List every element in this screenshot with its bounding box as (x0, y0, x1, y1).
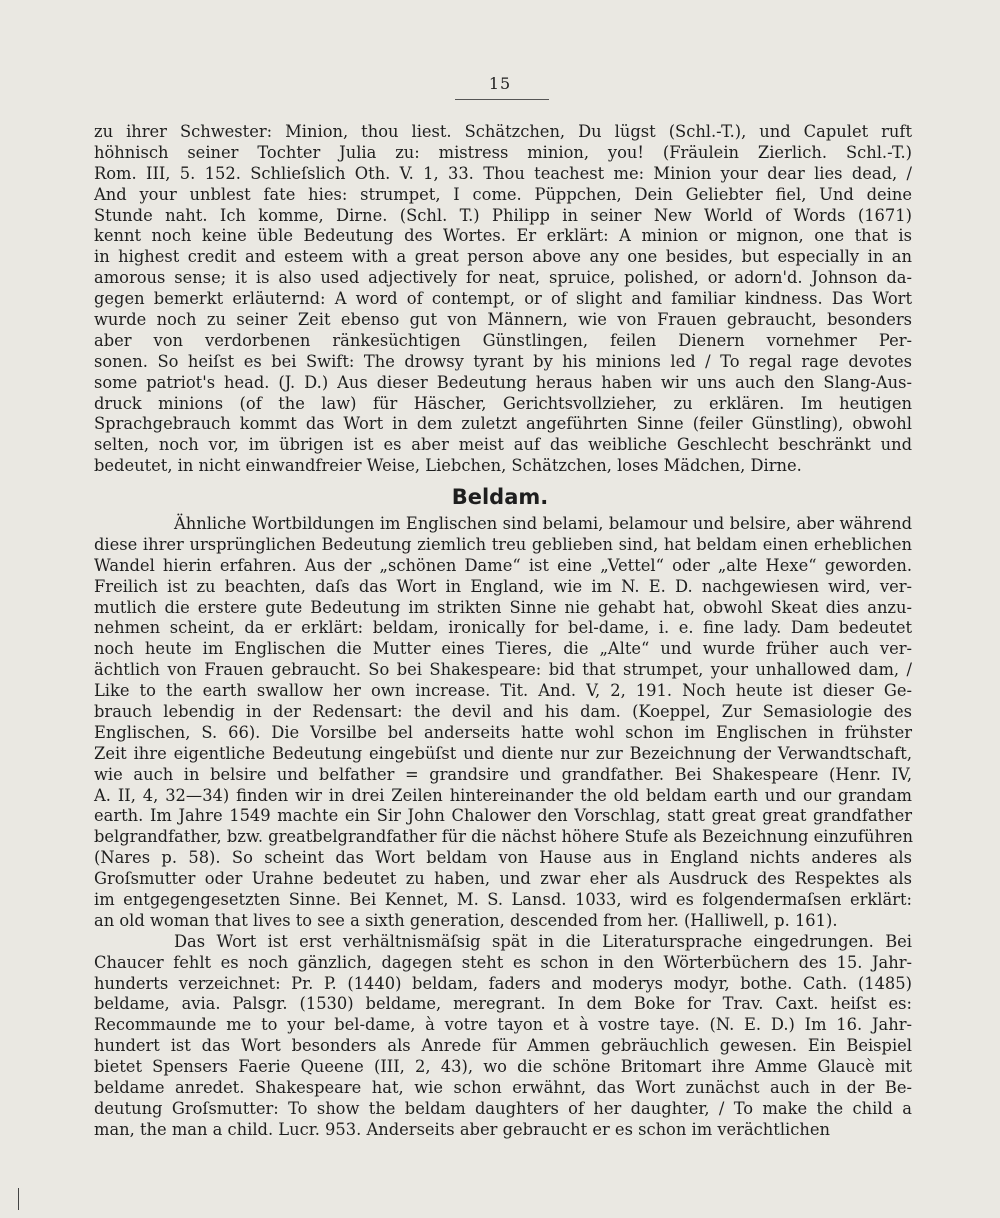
text-line: earth. Im Jahre 1549 machte ein Sir John Chalower den Vorschlag, statt great great grandfather (94, 806, 912, 826)
text-line: amorous sense; it is also used adjectively for neat, spruice, polished, or adorn'd. Johnson da- (94, 268, 912, 288)
text-line: brauch lebendig in der Redensart: the devil and his dam. (Koeppel, Zur Semasiologie des (94, 702, 912, 722)
text-line: Recommaunde me to your bel-dame, à votre tayon et à vostre taye. (N. E. D.) Im 16. Jahr- (94, 1015, 912, 1035)
text-line: noch heute im Englischen die Mutter eines Tieres, die „Alte“ und wurde früher auch ver- (94, 639, 912, 659)
text-line: bietet Spensers Faerie Queene (III, 2, 43), wo die schöne Britomart ihre Amme Glaucè mit (94, 1057, 912, 1077)
text-line: nehmen scheint, da er erklärt: beldam, ironically for bel-dame, i. e. fine lady. Dam bedeutet (94, 618, 912, 638)
margin-mark (18, 1188, 19, 1210)
text-line: kennt noch keine üble Bedeutung des Wortes. Er erklärt: A minion or mignon, one that is (94, 226, 912, 246)
text-line: Like to the earth swallow her own increase. Tit. And. V, 2, 191. Noch heute ist dieser Ge- (94, 681, 912, 701)
text-line: Stunde naht. Ich komme, Dirne. (Schl. T.) Philipp in seiner New World of Words (1671) (94, 205, 912, 225)
text-line: Englischen, S. 66). Die Vorsilbe bel anderseits hatte wohl schon im Englischen in frühster (94, 722, 912, 742)
text-line: man, the man a child. Lucr. 953. Anderseits aber gebraucht er es schon im verächtlichen (94, 1119, 830, 1139)
text-line: wurde noch zu seiner Zeit ebenso gut von Männern, wie von Frauen gebraucht, besonders (94, 310, 912, 330)
page-number: 15 (488, 74, 512, 93)
text-line: And your unblest fate hies: strumpet, I come. Püppchen, Dein Geliebter fiel, Und deine (94, 184, 912, 204)
text-line: im entgegengesetzten Sinne. Bei Kennet, M. S. Lansd. 1033, wird es folgendermaſsen erklärt: (94, 890, 912, 910)
text-line: Freilich ist zu beachten, daſs das Wort in England, wie im N. E. D. nachgewiesen wird, ver- (94, 576, 912, 596)
text-line: ächtlich von Frauen gebraucht. So bei Shakespeare: bid that strumpet, your unhallowed dam, / (94, 660, 912, 680)
text-line: aber von verdorbenen ränkesüchtigen Günstlingen, feilen Dienern vornehmer Per- (94, 330, 912, 350)
section-heading: Beldam. (451, 485, 549, 509)
text-section-beldam (94, 514, 912, 1141)
text-line: druck minions (of the law) für Häscher, Gerichtsvollzieher, zu erklären. Im heutigen (94, 393, 912, 413)
text-line: bedeutet, in nicht einwandfreier Weise, Liebchen, Schätzchen, loses Mädchen, Dirne. (94, 456, 802, 476)
text-line: wie auch in belsire und belfather = grandsire und grandfather. Bei Shakespeare (Henr. IV, (94, 764, 912, 784)
text-line: Zeit ihre eigentliche Bedeutung eingebüſst und diente nur zur Bezeichnung der Verwandtschaft, (94, 743, 912, 763)
text-line: sonen. So heiſst es bei Swift: The drowsy tyrant by his minions led / To regal rage devotes (94, 351, 912, 371)
header-rule (455, 99, 549, 100)
text-line: belgrandfather, bzw. greatbelgrandfather für die nächst höhere Stufe als Bezeichnung einzuführen (94, 827, 913, 847)
text-line: beldame, avia. Palsgr. (1530) beldame, meregrant. In dem Boke for Trav. Caxt. heiſst es: (94, 994, 912, 1014)
text-line: hunderts verzeichnet: Pr. P. (1440) beldam, faders and moderys modyr, bothe. Cath. (1485) (94, 973, 912, 993)
text-line: some patriot's head. (J. D.) Aus dieser Bedeutung heraus haben wir uns auch den Slang-Aus- (94, 372, 912, 392)
text-line: Das Wort ist erst verhältnismäſsig spät in die Literatursprache eingedrungen. Bei (174, 931, 912, 951)
text-line: gegen bemerkt erläuternd: A word of contempt, or of slight and familiar kindness. Das Wort (94, 289, 912, 309)
text-line: in highest credit and esteem with a great person above any one besides, but especially in an (94, 247, 912, 267)
text-line: mutlich die erstere gute Bedeutung im strikten Sinne nie gehabt hat, obwohl Skeat dies anzu- (94, 597, 912, 617)
text-line: selten, noch vor, im übrigen ist es aber meist auf das weibliche Geschlecht beschränkt und (94, 435, 912, 455)
text-line: deutung Groſsmutter: To show the beldam daughters of her daughter, / To make the child a (94, 1098, 912, 1118)
text-line: zu ihrer Schwester: Minion, thou liest. Schätzchen, Du lügst (Schl.-T.), und Capulet ruft (94, 122, 912, 141)
text-line: A. II, 4, 32—34) finden wir in drei Zeilen hintereinander the old beldam earth und our grandam (94, 785, 912, 805)
text-section-minion (94, 122, 912, 477)
text-line: an old woman that lives to see a sixth generation, descended from her. (Halliwell, p. 161). (94, 910, 838, 930)
text-line: höhnisch seiner Tochter Julia zu: mistress minion, you! (Fräulein Zierlich. Schl.-T.) (94, 142, 912, 162)
text-line: Groſsmutter oder Urahne bedeutet zu haben, und zwar eher als Ausdruck des Respektes als (94, 869, 912, 889)
text-line: hundert ist das Wort besonders als Anrede für Ammen gebräuchlich gewesen. Ein Beispiel (94, 1036, 912, 1056)
text-line: Chaucer fehlt es noch gänzlich, dagegen steht es schon in den Wörterbüchern des 15. Jahr- (94, 952, 912, 972)
text-line: Ähnliche Wortbildungen im Englischen sind belami, belamour und belsire, aber während (174, 514, 912, 533)
text-line: diese ihrer ursprünglichen Bedeutung ziemlich treu geblieben sind, hat beldam einen erheblichen (94, 534, 912, 554)
text-line: Wandel hierin erfahren. Aus der „schönen Dame“ ist eine „Vettel“ oder „alte Hexe“ geworden. (94, 555, 912, 575)
text-line: beldame anredet. Shakespeare hat, wie schon erwähnt, das Wort zunächst auch in der Be- (94, 1078, 912, 1098)
text-line: (Nares p. 58). So scheint das Wort beldam von Hause aus in England nichts anderes als (94, 848, 912, 868)
text-line: Sprachgebrauch kommt das Wort in dem zuletzt angeführten Sinne (feiler Günstling), obwohl (94, 414, 912, 434)
text-line: Rom. III, 5. 152. Schlieſslich Oth. V. 1, 33. Thou teachest me: Minion your dear lies dead, / (94, 163, 912, 183)
